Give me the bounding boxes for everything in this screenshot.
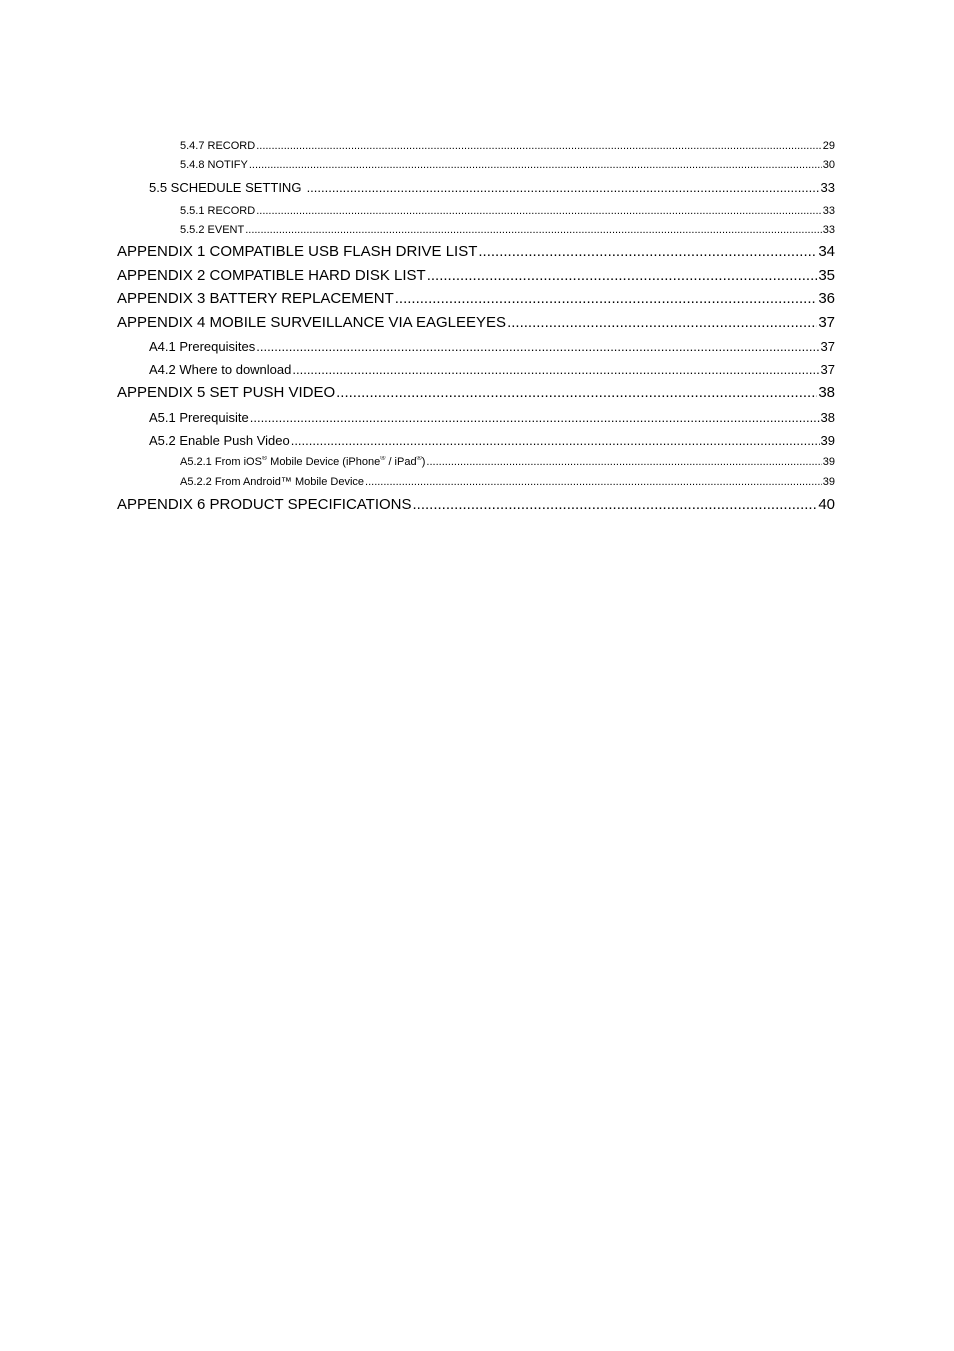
toc-entry-page: 30 [822, 159, 835, 171]
toc-entry-page: 33 [822, 205, 835, 217]
dot-leader [249, 159, 822, 171]
toc-entry[interactable] [149, 410, 835, 427]
toc-entry[interactable] [180, 476, 835, 490]
toc-entry-page: 39 [822, 456, 835, 468]
toc-entry-label: APPENDIX 3 BATTERY REPLACEMENT [117, 290, 394, 307]
toc-entry[interactable] [117, 384, 835, 403]
dot-leader [250, 410, 820, 425]
toc-entry-label: APPENDIX 5 SET PUSH VIDEO [117, 384, 336, 401]
dot-leader [291, 433, 820, 448]
toc-entry[interactable] [180, 159, 835, 173]
toc-entry-page: 33 [822, 224, 835, 236]
toc-entry-page: 38 [818, 384, 835, 401]
dot-leader [256, 140, 822, 152]
registered-mark: ® [261, 456, 268, 462]
toc-entry[interactable] [180, 224, 835, 238]
toc-entry-page: 38 [820, 410, 835, 425]
toc-entry-label: 5.5.2 EVENT [180, 224, 245, 236]
dot-leader [395, 290, 818, 307]
toc-entry[interactable] [117, 314, 835, 333]
toc-entry-label: A5.2 Enable Push Video [149, 433, 290, 448]
toc-entry[interactable] [117, 243, 835, 262]
toc-entry-label: 5.5 SCHEDULE SETTING [149, 180, 302, 195]
dot-leader [292, 362, 819, 377]
toc-entry[interactable] [149, 339, 835, 356]
toc-entry-page: 35 [818, 267, 835, 284]
toc-entry-page: 39 [822, 476, 835, 488]
toc-entry-page: 40 [818, 496, 835, 513]
toc-entry-page: 33 [820, 180, 835, 195]
toc-entry-label: A5.2.2 From Android™ Mobile Device [180, 476, 365, 488]
toc-entry-page: 37 [820, 362, 835, 377]
toc-entry-label: 5.4.8 NOTIFY [180, 159, 248, 171]
toc-entry[interactable] [149, 362, 835, 379]
toc-entry[interactable] [180, 140, 835, 154]
toc-entry[interactable] [117, 290, 835, 309]
toc-entry[interactable] [117, 496, 835, 515]
toc-entry-label: 5.4.7 RECORD [180, 140, 256, 152]
toc-entry-page: 29 [822, 140, 835, 152]
toc-entry-label: APPENDIX 2 COMPATIBLE HARD DISK LIST [117, 267, 426, 284]
dot-leader [413, 496, 818, 513]
toc-entry[interactable] [149, 433, 835, 450]
toc-entry-page: 39 [820, 433, 835, 448]
toc-entry[interactable] [149, 180, 835, 197]
toc-entry-page: 36 [818, 290, 835, 307]
dot-leader [427, 267, 818, 284]
dot-leader [507, 314, 817, 331]
dot-leader [245, 224, 822, 236]
toc-entry-label: APPENDIX 4 MOBILE SURVEILLANCE VIA EAGLEEYES [117, 314, 507, 331]
toc-entry-page: 37 [820, 339, 835, 354]
dot-leader [336, 384, 817, 401]
toc-entry-page: 34 [818, 243, 835, 260]
dot-leader [365, 476, 822, 488]
toc-entry-label: A4.2 Where to download [149, 362, 292, 377]
toc-entry[interactable] [180, 205, 835, 219]
toc-entry-page: 37 [818, 314, 835, 331]
dot-leader [256, 205, 822, 217]
toc-entry-label: A4.1 Prerequisites [149, 339, 256, 354]
dot-leader [426, 456, 821, 468]
toc-entry-label: APPENDIX 6 PRODUCT SPECIFICATIONS [117, 496, 412, 513]
dot-leader [478, 243, 817, 260]
toc-entry[interactable] [117, 267, 835, 286]
toc-entry-label: APPENDIX 1 COMPATIBLE USB FLASH DRIVE LIST [117, 243, 478, 260]
dot-leader [307, 180, 820, 195]
toc-entry[interactable] [180, 456, 835, 470]
toc-entry-label: A5.2.1 From iOS® Mobile Device (iPhone® / iPad®) [180, 456, 426, 468]
dot-leader [256, 339, 819, 354]
registered-mark: ® [416, 456, 422, 462]
toc-entry-label: 5.5.1 RECORD [180, 205, 256, 217]
registered-mark: ® [380, 456, 386, 462]
toc-entry-label: A5.1 Prerequisite [149, 410, 249, 425]
